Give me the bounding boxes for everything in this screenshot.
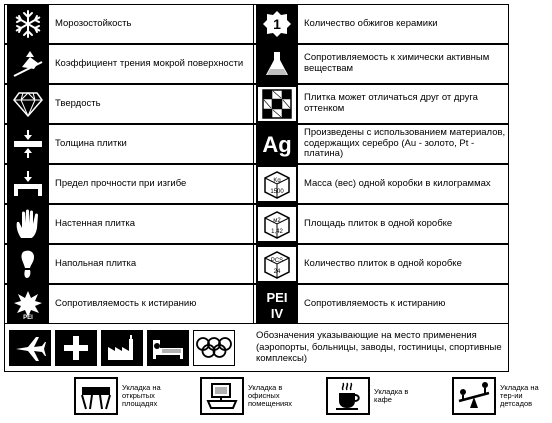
box-area-icon bbox=[256, 205, 298, 243]
symbol-cell bbox=[254, 124, 509, 164]
symbol-cell bbox=[4, 4, 254, 44]
pei-iv-icon bbox=[256, 285, 298, 323]
firing-count-icon bbox=[256, 5, 298, 43]
symbol-label: Площадь плиток в одной коробке bbox=[304, 217, 453, 229]
svg-text:1,42: 1,42 bbox=[271, 229, 283, 235]
symbols-grid bbox=[4, 4, 509, 324]
laying-places bbox=[74, 376, 539, 416]
symbol-label: Масса (вес) одной коробки в килограммах bbox=[304, 177, 491, 189]
symbol-cell bbox=[254, 84, 509, 124]
wet-friction-icon bbox=[7, 45, 49, 83]
olympic-rings-icon bbox=[193, 330, 235, 366]
seesaw-icon bbox=[452, 377, 496, 415]
svg-text:PEI: PEI bbox=[23, 315, 33, 321]
box-count-icon bbox=[256, 245, 298, 283]
place-label: Укладка на открытых площадях bbox=[122, 382, 161, 409]
tile-symbols-legend bbox=[4, 4, 539, 418]
snowflake-icon bbox=[7, 5, 49, 43]
symbol-label: Предел прочности при изгибе bbox=[55, 177, 187, 189]
medical-cross-icon bbox=[55, 330, 97, 366]
symbol-cell bbox=[254, 284, 509, 324]
symbol-cell bbox=[4, 164, 254, 204]
symbol-label: Сопротивляемость к истиранию bbox=[55, 297, 197, 309]
place-item bbox=[326, 376, 426, 416]
symbol-row bbox=[4, 44, 509, 84]
symbol-row bbox=[4, 164, 509, 204]
symbol-row bbox=[4, 284, 509, 324]
symbol-row bbox=[4, 124, 509, 164]
symbol-cell bbox=[254, 244, 509, 284]
chemical-flask-icon bbox=[256, 45, 298, 83]
application-icons bbox=[5, 330, 250, 366]
application-row bbox=[4, 324, 509, 372]
symbol-label: Твердость bbox=[55, 97, 101, 109]
svg-text:Kg: Kg bbox=[273, 178, 281, 184]
symbol-cell bbox=[254, 164, 509, 204]
symbol-cell bbox=[4, 44, 254, 84]
bending-strength-icon bbox=[7, 165, 49, 203]
svg-text:1: 1 bbox=[273, 16, 281, 32]
symbol-label: Сопротивляемость к истиранию bbox=[304, 297, 446, 309]
symbol-label: Коэффициент трения мокрой поверхности bbox=[55, 57, 244, 69]
symbol-row bbox=[4, 4, 509, 44]
airplane-icon bbox=[9, 330, 51, 366]
symbol-label: Напольная плитка bbox=[55, 257, 137, 269]
svg-text:м2: м2 bbox=[273, 218, 281, 224]
diamond-icon bbox=[7, 85, 49, 123]
place-label: Укладка в кафе bbox=[374, 386, 409, 404]
pei-burst-icon bbox=[7, 285, 49, 323]
svg-text:1500: 1500 bbox=[270, 189, 284, 195]
bed-icon bbox=[147, 330, 189, 366]
symbol-label: Морозостойкость bbox=[55, 17, 132, 29]
symbol-row bbox=[4, 244, 509, 284]
symbol-row bbox=[4, 204, 509, 244]
symbol-cell bbox=[4, 244, 254, 284]
place-item bbox=[74, 376, 174, 416]
svg-text:PEI: PEI bbox=[266, 290, 288, 305]
place-label: Укладка на тер-ии детсадов bbox=[500, 382, 539, 409]
outdoor-bench-icon bbox=[74, 377, 118, 415]
shade-grid-icon bbox=[256, 85, 298, 123]
symbol-label: Сопротивляемость к химически активным веществам bbox=[304, 52, 490, 74]
symbol-cell bbox=[4, 204, 254, 244]
symbol-label: Количество обжигов керамики bbox=[304, 17, 438, 29]
symbol-cell bbox=[254, 204, 509, 244]
place-item bbox=[200, 376, 300, 416]
svg-text:IV: IV bbox=[270, 306, 284, 321]
svg-text:24: 24 bbox=[273, 269, 281, 275]
coffee-cup-icon bbox=[326, 377, 370, 415]
silver-ag-icon bbox=[256, 125, 298, 163]
svg-text:Ag: Ag bbox=[262, 132, 292, 157]
factory-icon bbox=[101, 330, 143, 366]
svg-text:PCS: PCS bbox=[270, 258, 284, 264]
symbol-label: Настенная плитка bbox=[55, 217, 135, 229]
symbol-cell bbox=[4, 124, 254, 164]
symbol-label: Плитка может отличаться друг от друга оттенком bbox=[304, 92, 478, 114]
footprint-icon bbox=[7, 245, 49, 283]
office-computer-icon bbox=[200, 377, 244, 415]
thickness-icon bbox=[7, 125, 49, 163]
symbol-label: Произведены с использованием материалов, содержащих серебро (Au - золото, Pt - платина) bbox=[304, 126, 506, 160]
symbol-cell bbox=[4, 84, 254, 124]
place-label: Укладка в офисных помещениях bbox=[248, 382, 292, 409]
application-description: Обозначения указывающие на место применения (аэропорты, больницы, заводы, гостиницы, спортивные комплексы) bbox=[256, 329, 502, 365]
symbol-cell bbox=[254, 4, 509, 44]
symbol-label: Толщина плитки bbox=[55, 137, 127, 149]
place-item bbox=[452, 376, 552, 416]
symbol-cell bbox=[254, 44, 509, 84]
symbol-row bbox=[4, 84, 509, 124]
box-weight-icon bbox=[256, 165, 298, 203]
symbol-label: Количество плиток в одной коробке bbox=[304, 257, 462, 269]
hand-wall-icon bbox=[7, 205, 49, 243]
symbol-cell bbox=[4, 284, 254, 324]
